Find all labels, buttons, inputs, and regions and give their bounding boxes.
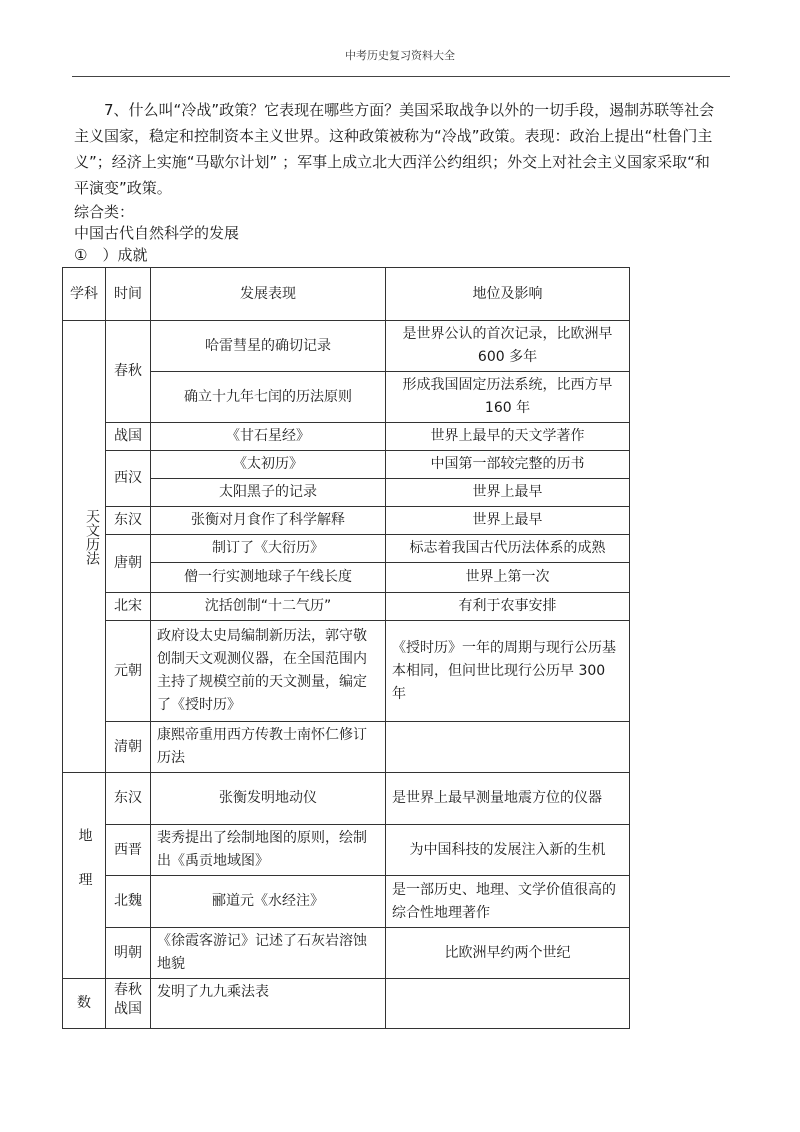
status-cell: 标志着我国古代历法体系的成熟 xyxy=(386,535,630,563)
subject-astronomy-calendar: 天文历法 xyxy=(63,321,106,773)
development-cell: 僧一行实测地球子午线长度 xyxy=(151,563,386,593)
status-cell xyxy=(386,979,630,1029)
time-cell: 西晋 xyxy=(106,825,151,876)
table-row xyxy=(63,621,630,722)
header-subject: 学科 xyxy=(63,268,106,321)
header-status: 地位及影响 xyxy=(386,268,630,321)
table-row xyxy=(63,722,630,773)
table-row xyxy=(63,876,630,928)
development-cell: 《徐霞客游记》记述了石灰岩溶蚀地貌 xyxy=(151,928,386,979)
section-title: 中国古代自然科学的发展 xyxy=(74,224,240,242)
table-header-row xyxy=(63,268,630,321)
time-cell: 北魏 xyxy=(106,876,151,928)
table-row xyxy=(63,451,630,479)
status-cell: 世界上最早 xyxy=(386,479,630,507)
development-cell: 政府设太史局编制新历法，郭守敬创制天文观测仪器，在全国范围内主持了规模空前的天文测量，编定了《授时历》 xyxy=(151,621,386,722)
time-cell: 西汉 xyxy=(106,451,151,507)
section-subtitle: ① ）成就 xyxy=(74,246,148,264)
subject-math: 数 xyxy=(63,979,106,1029)
page-header-title: 中考历史复习资料大全 xyxy=(345,49,455,62)
header-time: 时间 xyxy=(106,268,151,321)
development-cell: 确立十九年七闰的历法原则 xyxy=(151,372,386,423)
development-cell: 制订了《大衍历》 xyxy=(151,535,386,563)
section-label: 综合类： xyxy=(74,203,135,221)
table-row xyxy=(63,773,630,825)
status-cell: 中国第一部较完整的历书 xyxy=(386,451,630,479)
time-cell: 春秋战国 xyxy=(106,979,151,1029)
table-row xyxy=(63,507,630,535)
status-cell: 世界上最早的天文学著作 xyxy=(386,423,630,451)
development-cell: 哈雷彗星的确切记录 xyxy=(151,321,386,372)
time-cell: 北宋 xyxy=(106,593,151,621)
status-cell: 是世界公认的首次记录，比欧洲早600 多年 xyxy=(386,321,630,372)
time-cell: 春秋 xyxy=(106,321,151,423)
time-cell: 元朝 xyxy=(106,621,151,722)
development-cell: 郦道元《水经注》 xyxy=(151,876,386,928)
table-row xyxy=(63,928,630,979)
header-development: 发展表现 xyxy=(151,268,386,321)
development-cell: 《太初历》 xyxy=(151,451,386,479)
status-cell xyxy=(386,722,630,773)
subject-geography: 地理 xyxy=(63,773,106,979)
question-7-paragraph: 7、什么叫“冷战”政策？它表现在哪些方面？美国采取战争以外的一切手段，遏制苏联等社会主义国家，稳定和控制资本主义世界。这种政策被称为“冷战”政策。表现：政治上提出“杜鲁门主义”；经济上实施“马歇尔计划” ；军事上成立北大西洋公约组织；外交上对社会主义国家采取“和平演变”政策。 xyxy=(74,101,715,197)
header-rule xyxy=(72,76,730,77)
development-cell: 康熙帝重用西方传教士南怀仁修订历法 xyxy=(151,722,386,773)
time-cell: 战国 xyxy=(106,423,151,451)
status-cell: 是一部历史、地理、文学价值很高的综合性地理著作 xyxy=(386,876,630,928)
development-cell: 裴秀提出了绘制地图的原则，绘制出《禹贡地域图》 xyxy=(151,825,386,876)
table-row xyxy=(63,321,630,372)
table-row xyxy=(63,535,630,563)
development-cell: 发明了九九乘法表 xyxy=(151,979,386,1029)
status-cell: 世界上第一次 xyxy=(386,563,630,593)
time-cell: 清朝 xyxy=(106,722,151,773)
science-achievements-table xyxy=(62,267,630,1029)
development-cell: 张衡对月食作了科学解释 xyxy=(151,507,386,535)
status-cell: 是世界上最早测量地震方位的仪器 xyxy=(386,773,630,825)
development-cell: 张衡发明地动仪 xyxy=(151,773,386,825)
table-row xyxy=(63,593,630,621)
status-cell: 有利于农事安排 xyxy=(386,593,630,621)
status-cell: 为中国科技的发展注入新的生机 xyxy=(386,825,630,876)
development-cell: 太阳黑子的记录 xyxy=(151,479,386,507)
table-row xyxy=(63,423,630,451)
table-row xyxy=(63,825,630,876)
time-cell: 唐朝 xyxy=(106,535,151,593)
status-cell: 比欧洲早约两个世纪 xyxy=(386,928,630,979)
status-cell: 世界上最早 xyxy=(386,507,630,535)
status-cell: 《授时历》一年的周期与现行公历基本相同，但问世比现行公历早 300 年 xyxy=(386,621,630,722)
time-cell: 东汉 xyxy=(106,773,151,825)
development-cell: 《甘石星经》 xyxy=(151,423,386,451)
time-cell: 明朝 xyxy=(106,928,151,979)
status-cell: 形成我国固定历法系统，比西方早 160 年 xyxy=(386,372,630,423)
time-cell: 东汉 xyxy=(106,507,151,535)
development-cell: 沈括创制“十二气历” xyxy=(151,593,386,621)
table-row xyxy=(63,979,630,1029)
